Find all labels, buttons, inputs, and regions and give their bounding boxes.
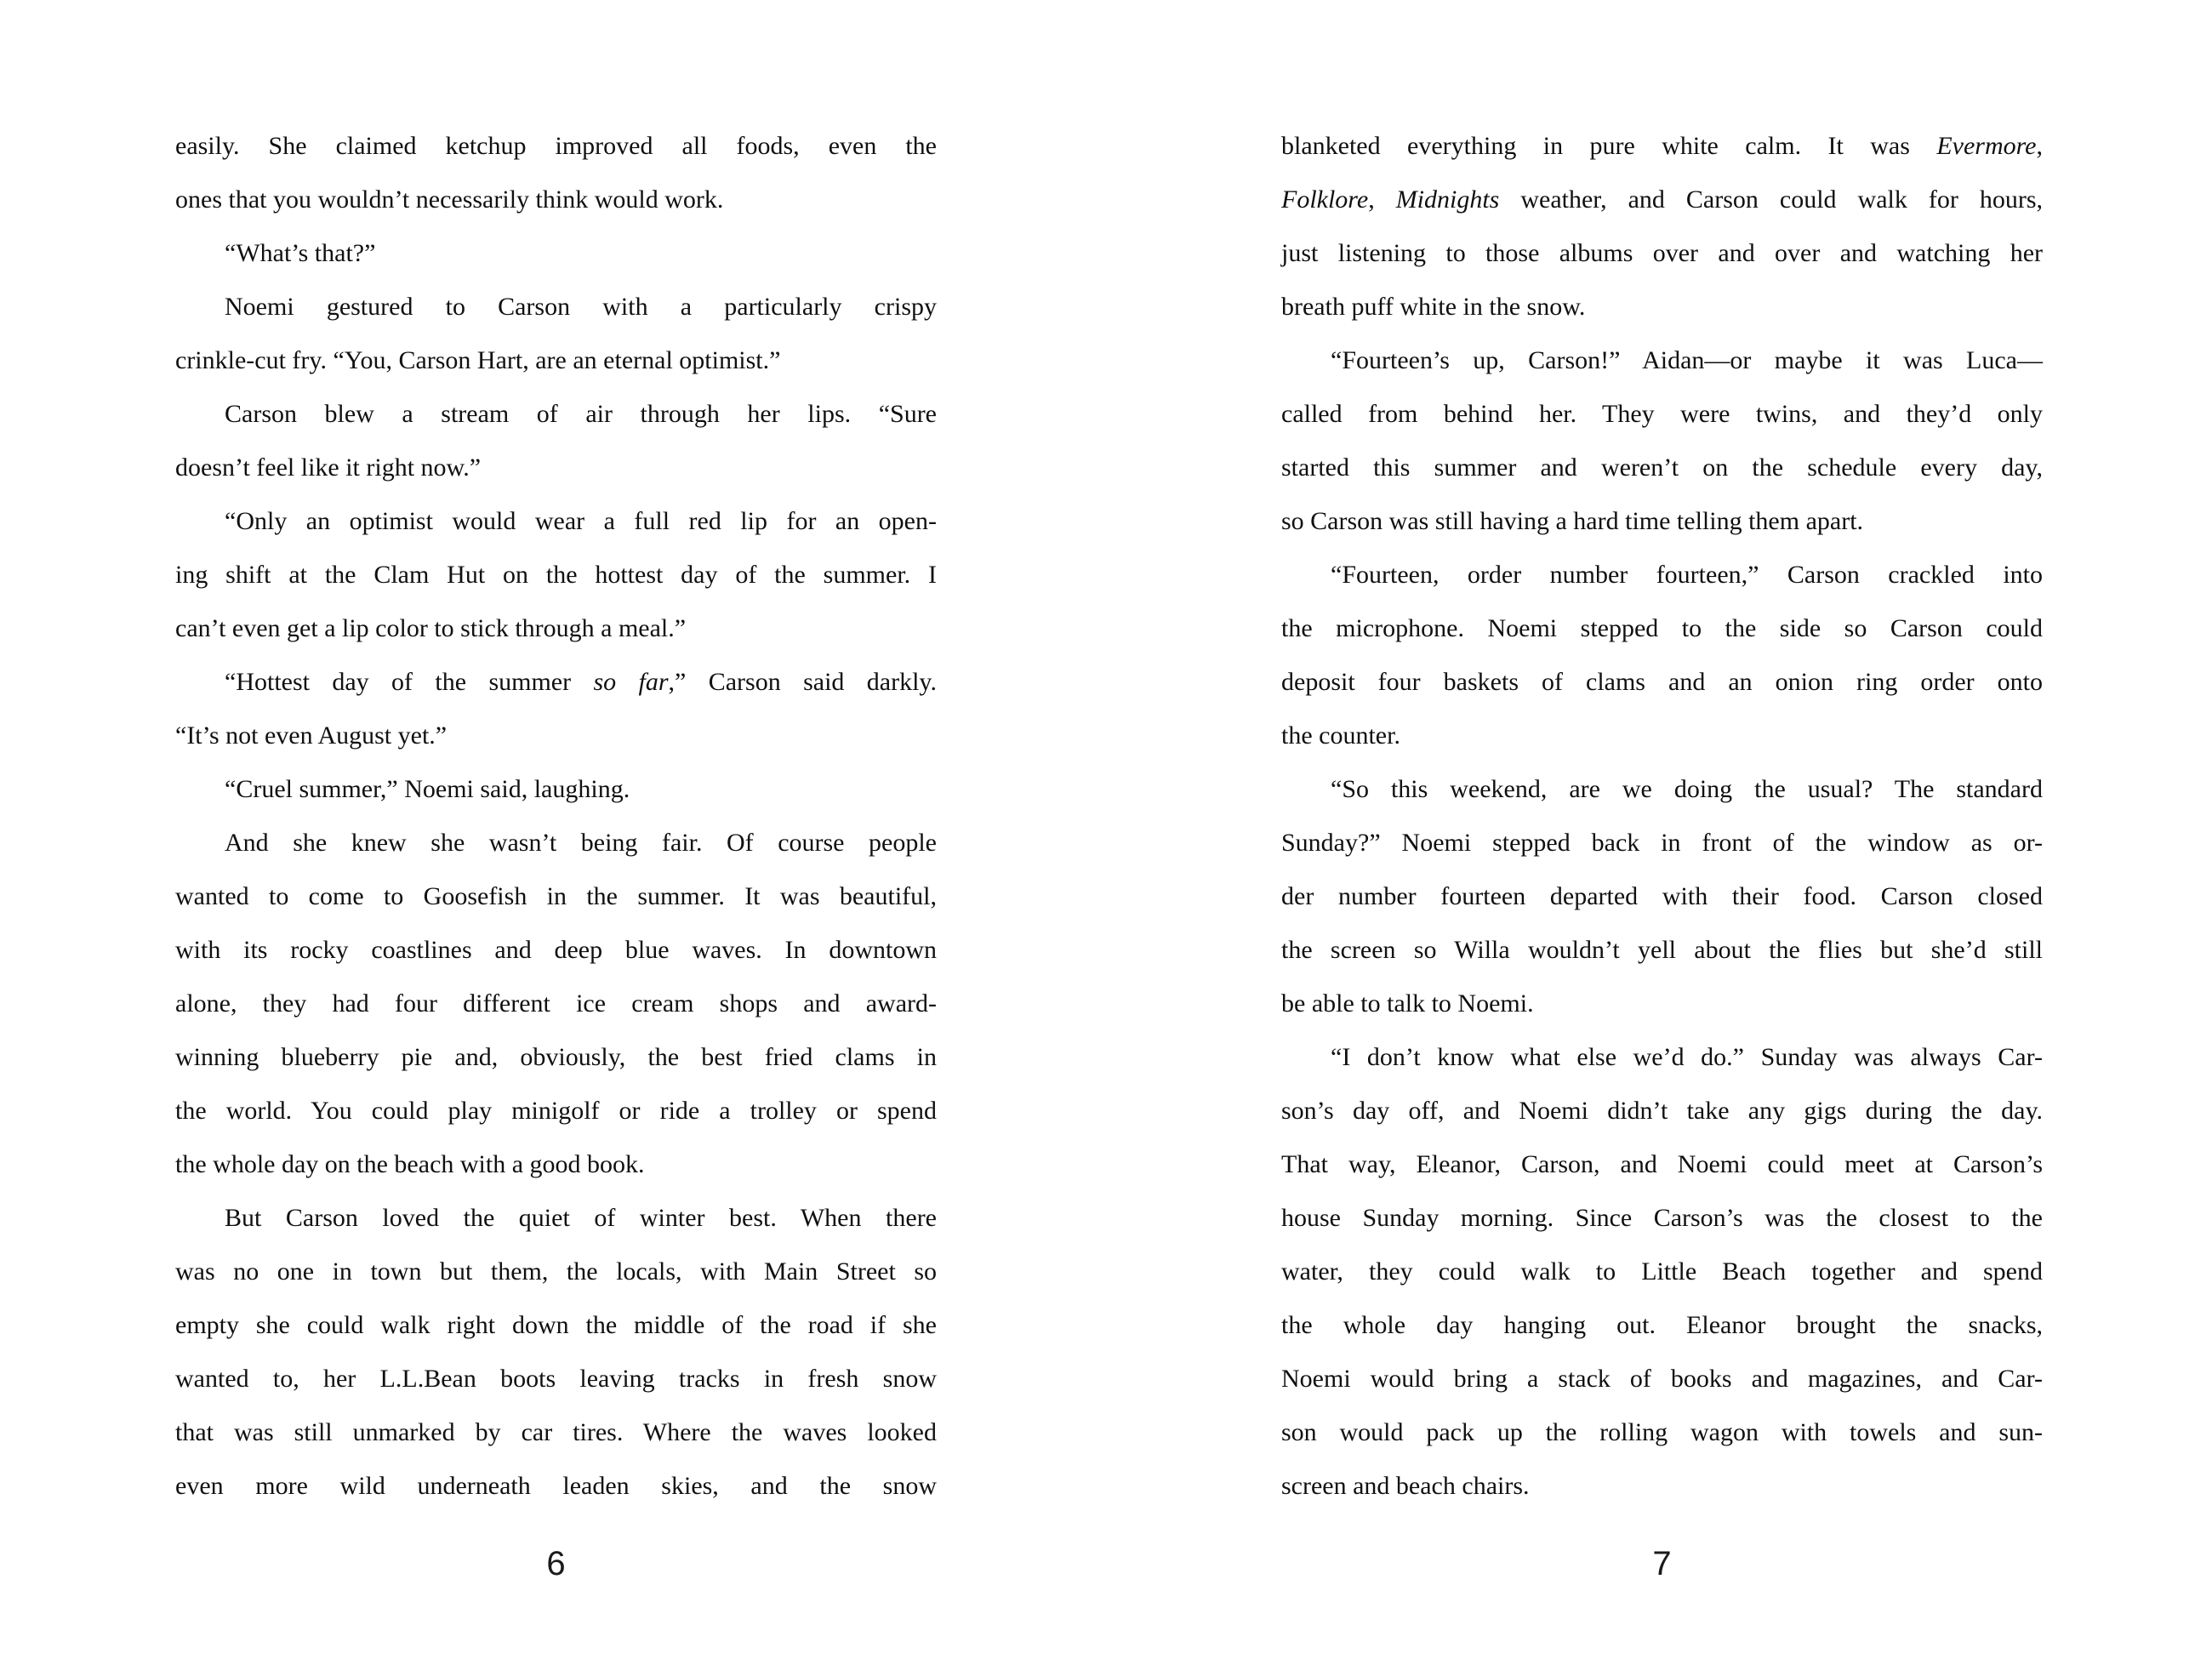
italic-text-run: Midnights <box>1395 185 1500 214</box>
text-run: , <box>1368 185 1396 214</box>
text-run: screen and beach chairs. <box>1281 1472 1530 1500</box>
italic-text-run: Evermore <box>1936 132 2037 160</box>
text-run: And she knew she wasn’t being fair. Of course people <box>225 829 937 857</box>
text-run: started this summer and weren’t on the schedule every day, <box>1281 453 2043 482</box>
text-line <box>1281 441 2043 494</box>
text-run: breath puff white in the snow. <box>1281 293 1586 321</box>
text-line <box>175 334 937 387</box>
text-run: be able to talk to Noemi. <box>1281 989 1534 1018</box>
text-line <box>1281 923 2043 977</box>
text-run: “So this weekend, are we doing the usual? The standard <box>1331 775 2043 803</box>
text-run: can’t even get a lip color to stick through a meal.” <box>175 614 687 642</box>
text-run: easily. She claimed ketchup improved all foods, even the <box>175 132 937 160</box>
text-run: the whole day on the beach with a good book. <box>175 1150 645 1178</box>
text-line <box>175 548 937 601</box>
text-run: winning blueberry pie and, obviously, the best fried clams in <box>175 1043 937 1071</box>
text-run: house Sunday morning. Since Carson’s was the closest to the <box>1281 1204 2043 1232</box>
text-run: deposit four baskets of clams and an onion ring order onto <box>1281 668 2043 696</box>
text-line <box>175 655 937 709</box>
text-run: “It’s not even August yet.” <box>175 721 448 750</box>
text-run: Noemi would bring a stack of books and magazines, and Car- <box>1281 1365 2043 1393</box>
text-line <box>175 709 937 762</box>
text-run: the whole day hanging out. Eleanor brought the snacks, <box>1281 1311 2043 1339</box>
text-line <box>175 387 937 441</box>
text-line <box>175 869 937 923</box>
text-run: just listening to those albums over and over and watching her <box>1281 239 2043 267</box>
text-run: son would pack up the rolling wagon with towels and sun- <box>1281 1418 2043 1446</box>
text-line <box>175 1405 937 1459</box>
text-run: But Carson loved the quiet of winter best. When there <box>225 1204 937 1232</box>
text-line <box>1281 762 2043 816</box>
text-run: the counter. <box>1281 721 1400 750</box>
text-run: Carson blew a stream of air through her lips. “Sure <box>225 400 937 428</box>
text-run: That way, Eleanor, Carson, and Noemi could meet at Carson’s <box>1281 1150 2043 1178</box>
text-line <box>1281 387 2043 441</box>
text-line <box>175 226 937 280</box>
text-line <box>1281 548 2043 601</box>
text-line <box>1281 1191 2043 1245</box>
text-line <box>175 762 937 816</box>
text-line <box>1281 494 2043 548</box>
text-line <box>1281 977 2043 1030</box>
text-run: weather, and Carson could walk for hours, <box>1499 185 2043 214</box>
text-line <box>175 1245 937 1298</box>
text-line <box>1281 226 2043 280</box>
text-line <box>175 923 937 977</box>
text-run: empty she could walk right down the middle of the road if she <box>175 1311 937 1339</box>
text-run: that was still unmarked by car tires. Where the waves looked <box>175 1418 937 1446</box>
text-run: “What’s that?” <box>225 239 376 267</box>
italic-text-run: so far <box>593 668 669 696</box>
text-run: son’s day off, and Noemi didn’t take any gigs during the day. <box>1281 1097 2043 1125</box>
text-run: “Hottest day of the summer <box>225 668 594 696</box>
text-run: wanted to come to Goosefish in the summer. It was beautiful, <box>175 882 937 910</box>
text-line <box>175 1298 937 1352</box>
text-line <box>175 494 937 548</box>
text-run: “Fourteen’s up, Carson!” Aidan—or maybe it was Luca— <box>1331 346 2043 374</box>
text-line <box>175 173 937 226</box>
page-left-text <box>175 119 937 1513</box>
text-line <box>175 119 937 173</box>
text-run: wanted to, her L.L.Bean boots leaving tracks in fresh snow <box>175 1365 937 1393</box>
text-run: “I don’t know what else we’d do.” Sunday was always Car- <box>1331 1043 2043 1071</box>
text-line <box>1281 1459 2043 1513</box>
text-run: doesn’t feel like it right now.” <box>175 453 482 482</box>
text-line <box>1281 816 2043 869</box>
text-line <box>1281 869 2043 923</box>
text-line <box>175 816 937 869</box>
text-line <box>175 601 937 655</box>
text-line <box>1281 655 2043 709</box>
page-right-text <box>1281 119 2043 1513</box>
text-run: the screen so Willa wouldn’t yell about the flies but she’d still <box>1281 936 2043 964</box>
text-run: was no one in town but them, the locals, with Main Street so <box>175 1257 937 1286</box>
text-run: , <box>2036 132 2043 160</box>
text-run: blanketed everything in pure white calm. It was <box>1281 132 1937 160</box>
text-line <box>175 1030 937 1084</box>
text-run: called from behind her. They were twins, and they’d only <box>1281 400 2043 428</box>
text-line <box>1281 1352 2043 1405</box>
text-line <box>175 977 937 1030</box>
text-run: the microphone. Noemi stepped to the side so Carson could <box>1281 614 2043 642</box>
text-run: water, they could walk to Little Beach together and spend <box>1281 1257 2043 1286</box>
text-line <box>1281 1245 2043 1298</box>
text-run: der number fourteen departed with their food. Carson closed <box>1281 882 2043 910</box>
page-right <box>1106 0 2212 1659</box>
text-line <box>1281 709 2043 762</box>
text-line <box>1281 119 2043 173</box>
text-run: the world. You could play minigolf or ride a trolley or spend <box>175 1097 937 1125</box>
text-line <box>175 1191 937 1245</box>
text-line <box>1281 1405 2043 1459</box>
text-line <box>1281 1137 2043 1191</box>
text-line <box>175 1352 937 1405</box>
italic-text-run: Folklore <box>1281 185 1369 214</box>
text-run: Noemi gestured to Carson with a particularly crispy <box>225 293 937 321</box>
text-run: alone, they had four different ice cream shops and award- <box>175 989 937 1018</box>
text-line <box>175 1459 937 1513</box>
text-run: “Fourteen, order number fourteen,” Carson crackled into <box>1331 561 2043 589</box>
page-number-right: 7 <box>1652 1545 1672 1582</box>
text-run: so Carson was still having a hard time telling them apart. <box>1281 507 1864 535</box>
text-line <box>175 1084 937 1137</box>
text-line <box>1281 1084 2043 1137</box>
page-number-left: 6 <box>546 1545 566 1582</box>
text-line <box>175 441 937 494</box>
text-run: ing shift at the Clam Hut on the hottest day of the summer. I <box>175 561 937 589</box>
text-line <box>1281 334 2043 387</box>
text-line <box>1281 280 2043 334</box>
text-run: ones that you wouldn’t necessarily think would work. <box>175 185 724 214</box>
text-line <box>1281 1030 2043 1084</box>
text-run: “Cruel summer,” Noemi said, laughing. <box>225 775 630 803</box>
text-run: “Only an optimist would wear a full red lip for an open- <box>225 507 937 535</box>
text-run: even more wild underneath leaden skies, and the snow <box>175 1472 937 1500</box>
text-line <box>1281 601 2043 655</box>
text-line <box>1281 1298 2043 1352</box>
text-run: Sunday?” Noemi stepped back in front of the window as or- <box>1281 829 2043 857</box>
text-line <box>175 280 937 334</box>
text-run: ,” Carson said darkly. <box>668 668 937 696</box>
text-line <box>175 1137 937 1191</box>
text-line <box>1281 173 2043 226</box>
text-run: with its rocky coastlines and deep blue waves. In downtown <box>175 936 937 964</box>
text-run: crinkle-cut fry. “You, Carson Hart, are an eternal optimist.” <box>175 346 781 374</box>
